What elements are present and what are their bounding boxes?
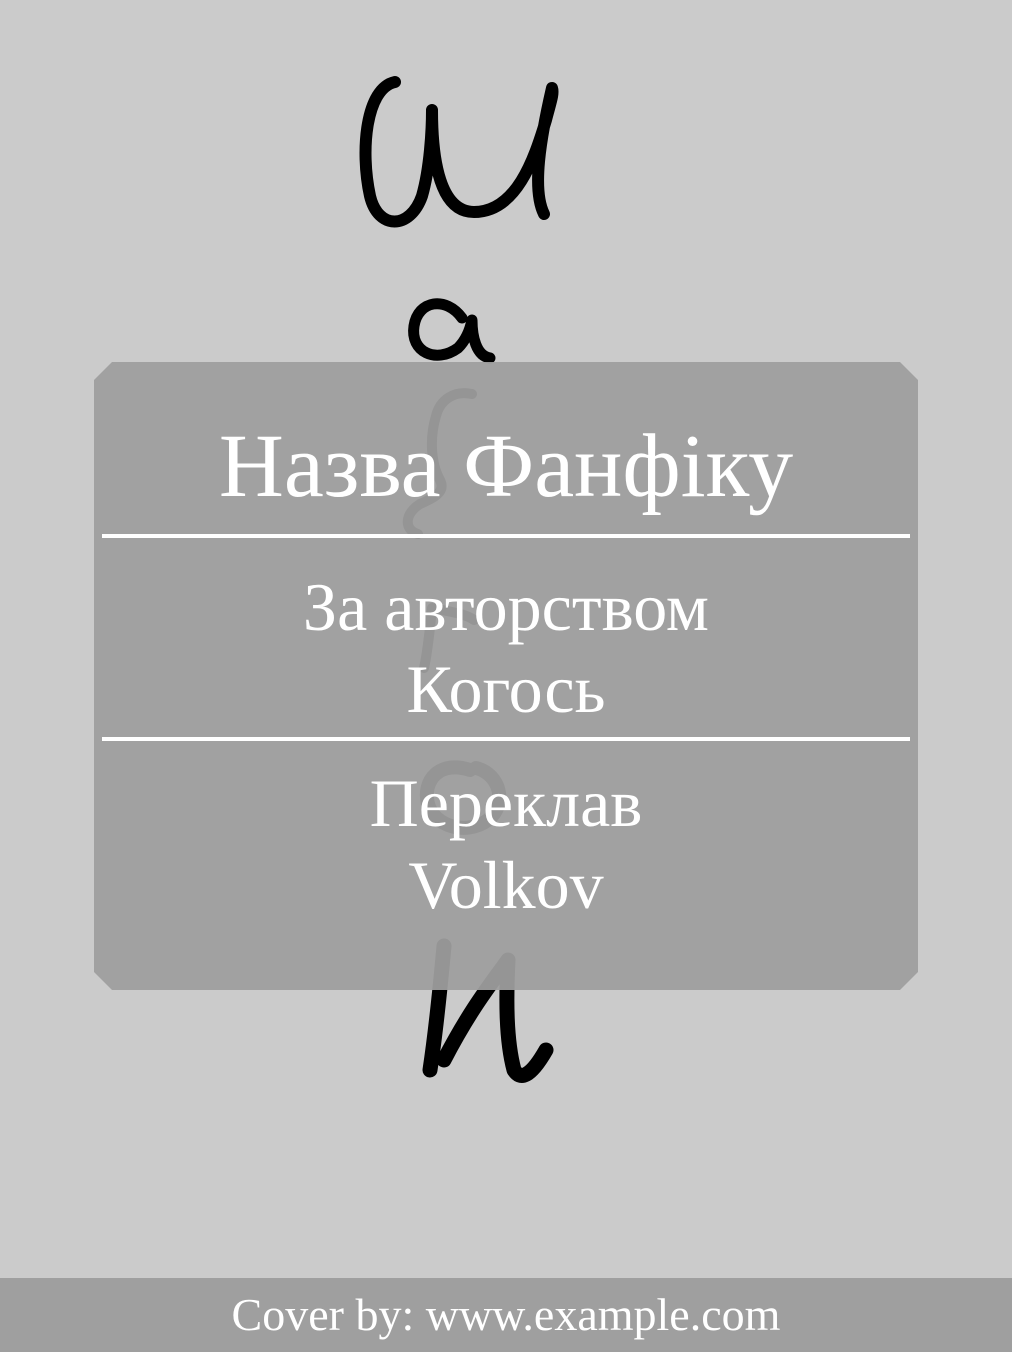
cover-credit-bar bbox=[0, 1278, 1012, 1352]
author-label: За авторством bbox=[303, 569, 709, 645]
title-divider bbox=[102, 534, 910, 538]
cover-title: Назва Фанфіку bbox=[218, 417, 794, 516]
cover-credit-text: Cover by: www.example.com bbox=[231, 1289, 781, 1340]
translator-label: Переклав bbox=[369, 765, 643, 841]
author-divider bbox=[102, 737, 910, 741]
translator-name: Volkov bbox=[408, 847, 604, 923]
author-name: Когось bbox=[406, 651, 606, 727]
